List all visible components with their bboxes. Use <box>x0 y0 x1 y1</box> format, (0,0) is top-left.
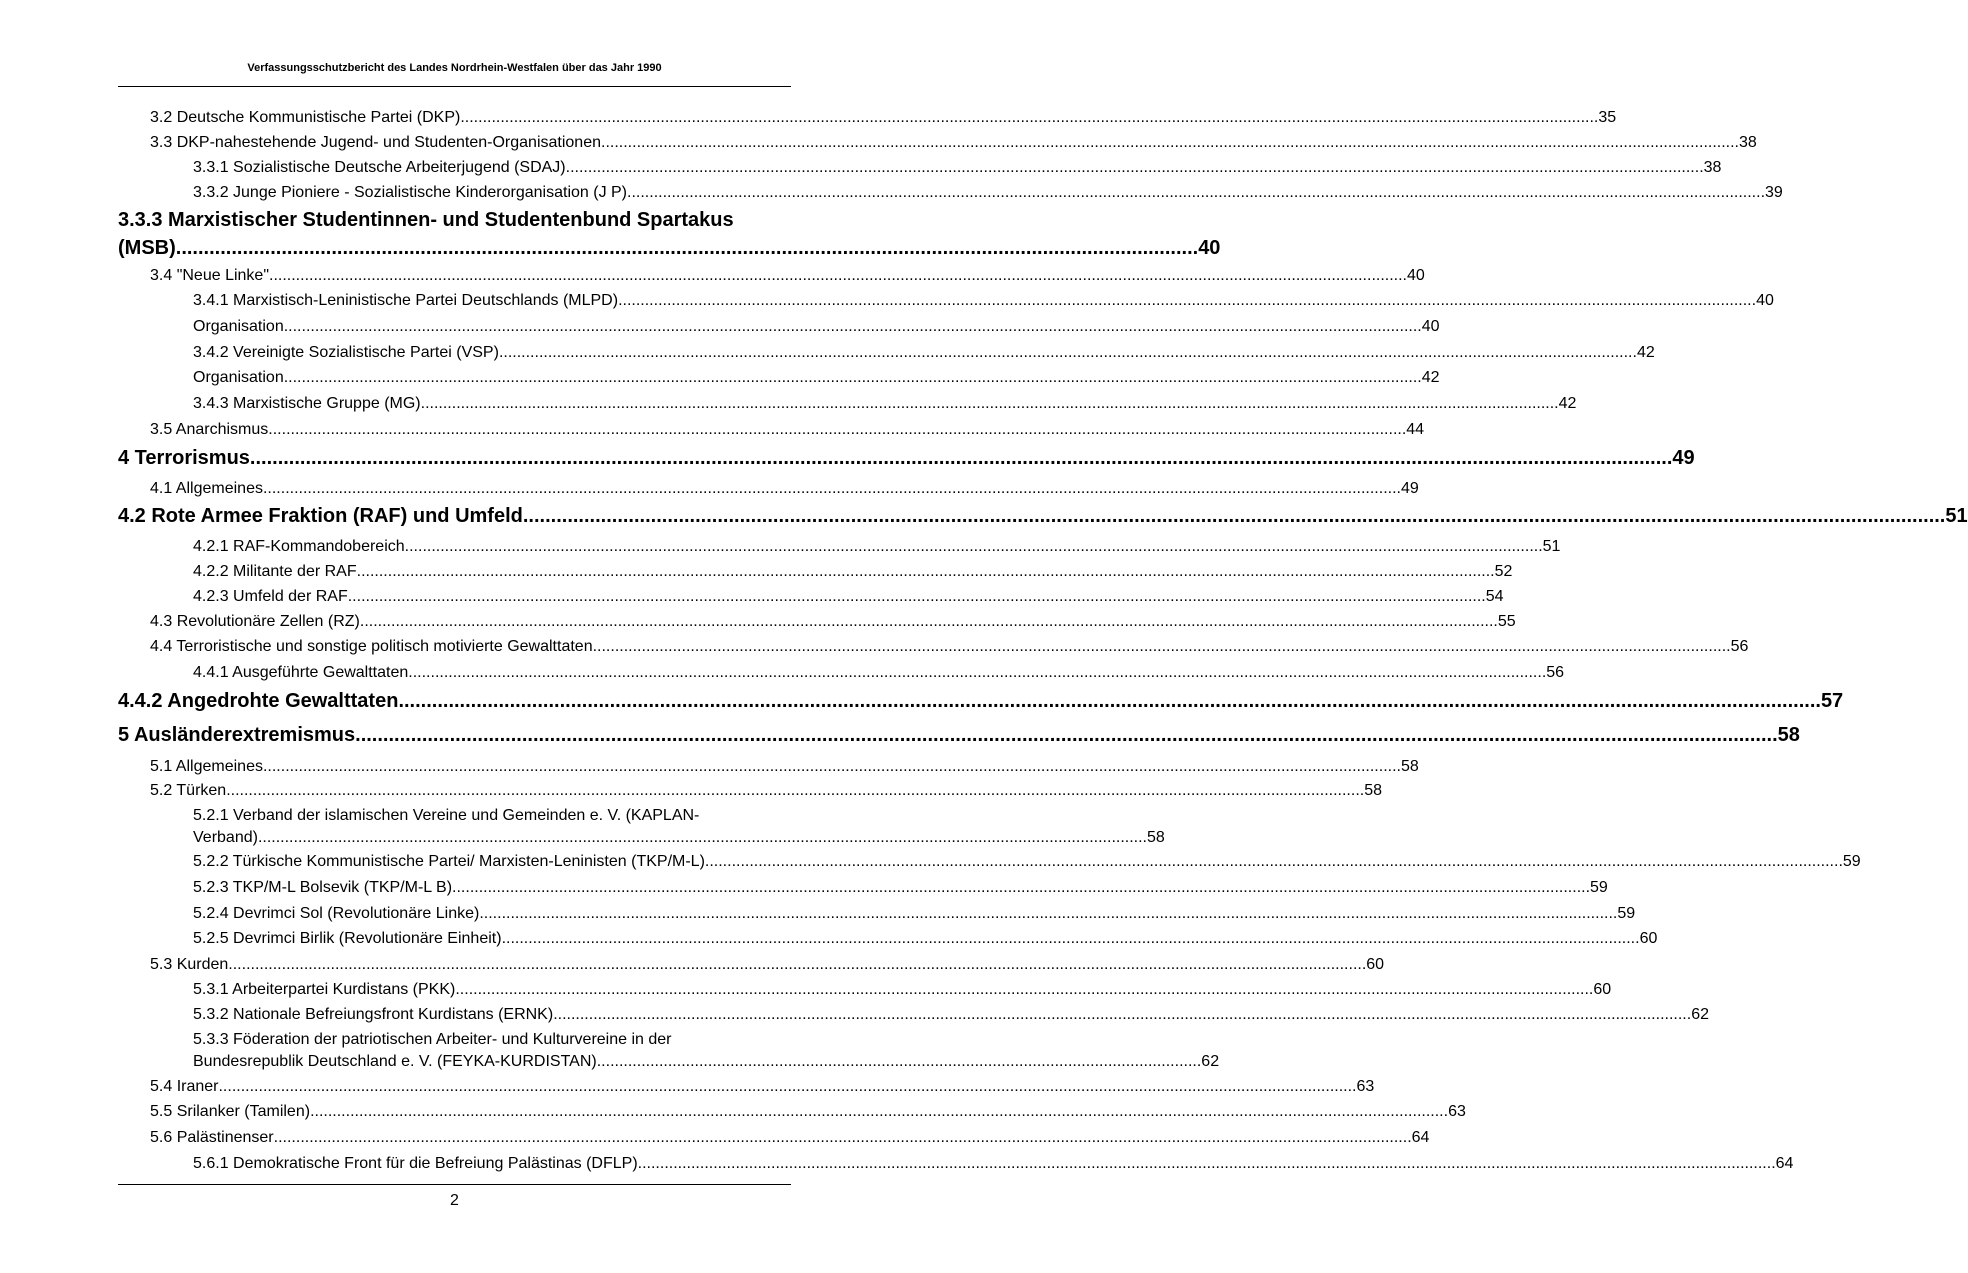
toc-entry[interactable]: 5.3.1 Arbeiterpartei Kurdistans (PKK) ..... 60 <box>193 978 793 1002</box>
toc-entry[interactable]: Organisation ..... 42 <box>193 366 793 390</box>
toc-entry[interactable]: 3.3 DKP-nahestehende Jugend- und Studenten-Organisationen ..... 38 <box>150 131 793 155</box>
toc-entry[interactable]: 5.3.3 Föderation der patriotischen Arbeiter- und Kulturvereine in der Bundesrepublik Deutschland e. V. (FEYKA-KURDISTAN) ........................................................................................................................................ 62 <box>193 1031 1220 1070</box>
toc-entry[interactable]: 4.2.1 RAF-Kommandobereich ..... 51 <box>193 535 793 559</box>
toc-entry[interactable]: 4.2.2 Militante der RAF ..... 52 <box>193 560 793 584</box>
toc-entry[interactable]: 4.3 Revolutionäre Zellen (RZ) ..... 55 <box>150 610 793 634</box>
running-header: Verfassungsschutzbericht des Landes Nordrhein-Westfalen über das Jahr 1990 <box>247 62 662 74</box>
toc-entry[interactable]: 5.6.1 Demokratische Front für die Befreiung Palästinas (DFLP) ..... 64 <box>193 1152 793 1176</box>
toc-entry[interactable]: 3.2 Deutsche Kommunistische Partei (DKP) ..... 35 <box>150 106 793 130</box>
toc-entry[interactable]: 5.2.1 Verband der islamischen Vereine und Gemeinden e. V. (KAPLAN- Verband) ........................................................................................................................................................................................................ 58 <box>193 807 1165 846</box>
toc-entry[interactable]: 5.5 Srilanker (Tamilen) ..... 63 <box>150 1100 793 1124</box>
toc-entry[interactable]: Organisation ..... 40 <box>193 315 793 339</box>
toc-chapter[interactable]: 4 Terrorismus ..... 49 <box>118 443 793 473</box>
toc-entry[interactable]: 3.4.2 Vereinigte Sozialistische Partei (VSP) ..... 42 <box>193 341 793 365</box>
toc-entry[interactable]: 3.3.3 Marxistischer Studentinnen- und Studentenbund Spartakus (MSB) ........................................................................................................................................................................................ 40 <box>118 209 1221 259</box>
toc-entry[interactable]: 5.2 Türken ..... 58 <box>150 779 793 803</box>
toc-chapter[interactable]: 4.4.2 Angedrohte Gewalttaten ..... 57 <box>118 686 793 716</box>
toc-entry[interactable]: 4.1 Allgemeines ..... 49 <box>150 477 793 501</box>
page-number: 2 <box>450 1192 459 1209</box>
footer-rule <box>118 1184 791 1185</box>
toc-entry[interactable]: 3.4.1 Marxistisch-Leninistische Partei Deutschlands (MLPD) ..... 40 <box>193 289 793 313</box>
toc-entry[interactable]: 5.1 Allgemeines ..... 58 <box>150 755 793 779</box>
toc-entry[interactable]: 5.6 Palästinenser ..... 64 <box>150 1126 793 1150</box>
toc-entry[interactable]: 5.2.5 Devrimci Birlik (Revolutionäre Einheit) ..... 60 <box>193 927 793 951</box>
toc-chapter[interactable]: 4.2 Rote Armee Fraktion (RAF) und Umfeld ..... 51 <box>118 501 793 531</box>
toc-chapter[interactable]: 5 Ausländerextremismus ..... 58 <box>118 720 793 750</box>
toc-entry[interactable]: 3.3.1 Sozialistische Deutsche Arbeiterjugend (SDAJ) ..... 38 <box>193 156 793 180</box>
toc-entry[interactable]: 5.2.4 Devrimci Sol (Revolutionäre Linke) ..... 59 <box>193 902 793 926</box>
toc-entry[interactable]: 5.2.3 TKP/M-L Bolsevik (TKP/M-L B) ..... 59 <box>193 876 793 900</box>
toc-entry[interactable]: 4.4.1 Ausgeführte Gewalttaten ..... 56 <box>193 661 793 685</box>
toc-entry[interactable]: 4.2.3 Umfeld der RAF ..... 54 <box>193 585 793 609</box>
toc-entry[interactable]: 3.4.3 Marxistische Gruppe (MG) ..... 42 <box>193 392 793 416</box>
toc-entry[interactable]: 3.5 Anarchismus ..... 44 <box>150 418 793 442</box>
toc-entry[interactable]: 5.2.2 Türkische Kommunistische Partei/ Marxisten-Leninisten (TKP/M-L) ..... 59 <box>193 850 793 874</box>
toc-entry[interactable]: 3.3.2 Junge Pioniere - Sozialistische Kinderorganisation (J P) ..... 39 <box>193 181 793 205</box>
toc-entry[interactable]: 4.4 Terroristische und sonstige politisch motivierte Gewalttaten ..... 56 <box>150 635 793 659</box>
toc-entry[interactable]: 5.3 Kurden ..... 60 <box>150 953 793 977</box>
toc-entry[interactable]: 3.4 "Neue Linke" ..... 40 <box>150 264 793 288</box>
toc-entry[interactable]: 5.4 Iraner ..... 63 <box>150 1075 793 1099</box>
toc-entry[interactable]: 5.3.2 Nationale Befreiungsfront Kurdistans (ERNK) ..... 62 <box>193 1003 793 1027</box>
